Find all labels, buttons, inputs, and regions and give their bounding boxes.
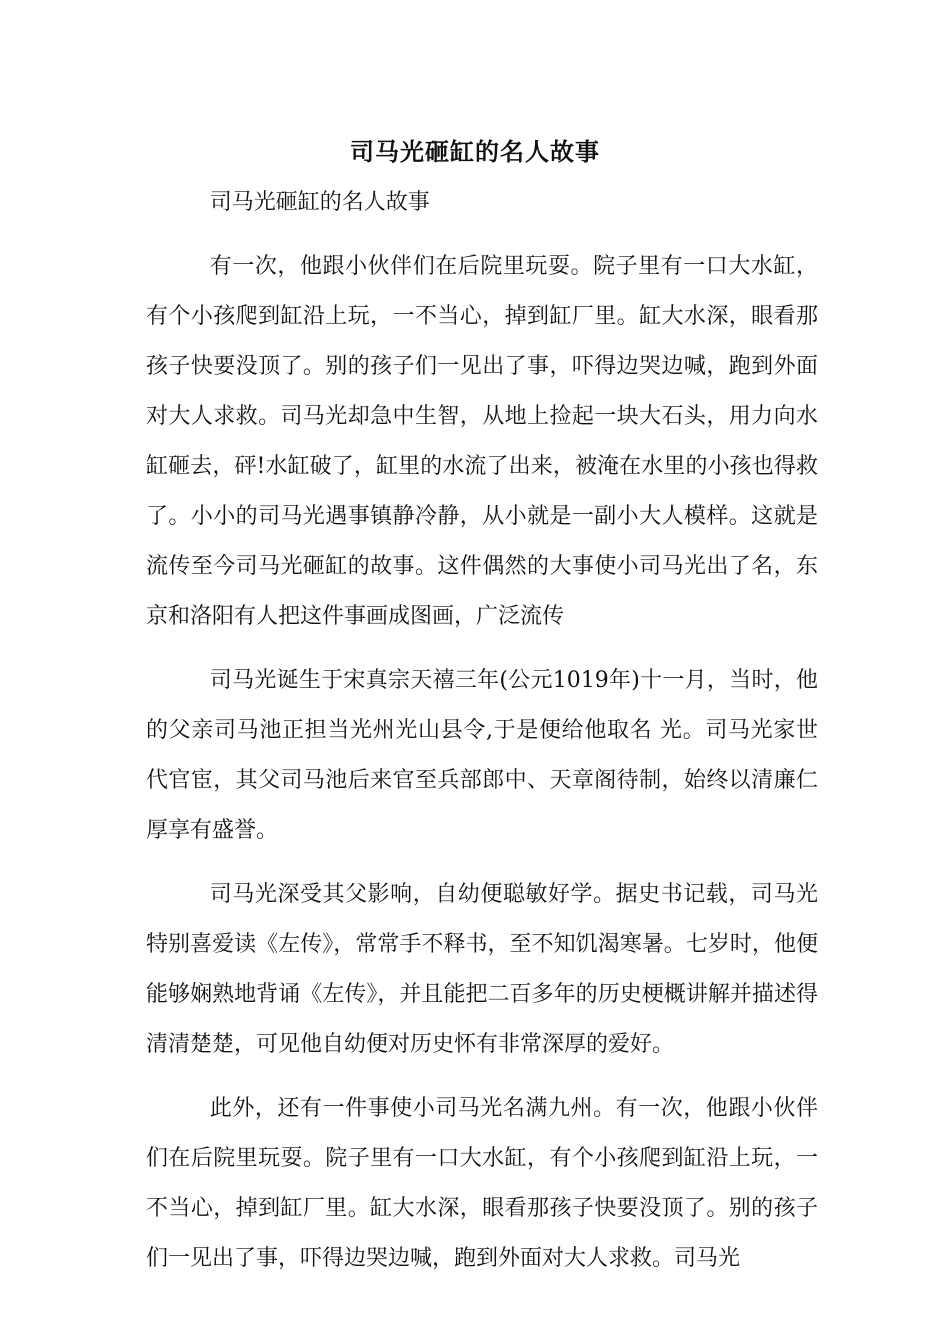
document-subtitle: 司马光砸缸的名人故事 bbox=[209, 190, 430, 215]
document-title: 司马光砸缸的名人故事 bbox=[350, 137, 600, 166]
paragraph-3: 司马光深受其父影响，自幼便聪敏好学。据史书记载，司马光特别喜爱读《左传》，常常手不释书，至不知饥渴寒暑。七岁时，他便能够娴熟地背诵《左传》，并且能把二百多年的历史梗概讲解并描述得清清楚楚，可见他自幼便对历史怀有非常深厚的爱好。 bbox=[146, 882, 818, 1057]
document-body bbox=[146, 178, 818, 1298]
paragraph-1: 有一次，他跟小伙伴们在后院里玩耍。院子里有一口大水缸，有个小孩爬到缸沿上玩，一不当心，掉到缸厂里。缸大水深，眼看那孩子快要没顶了。别的孩子们一见出了事，吓得边哭边喊，跑到外面对大人求救。司马光却急中生智，从地上捡起一块大石头，用力向水缸砸去，砰!水缸破了，缸里的水流了出来，被淹在水里的小孩也得救了。小小的司马光遇事镇静冷静，从小就是一副小大人模样。这就是流传至今司马光砸缸的故事。这件偶然的大事使小司马光出了名，东京和洛阳有人把这件事画成图画，广泛流传 bbox=[146, 254, 818, 629]
paragraph-4: 此外，还有一件事使小司马光名满九州。有一次，他跟小伙伴们在后院里玩耍。院子里有一口大水缸，有个小孩爬到缸沿上玩，一不当心，掉到缸厂里。缸大水深，眼看那孩子快要没顶了。别的孩子们一见出了事，吓得边哭边喊，跑到外面对大人求救。司马光 bbox=[146, 1096, 818, 1271]
paragraph-2: 司马光诞生于宋真宗天禧三年(公元1019年)十一月，当时，他的父亲司马池正担当光州光山县令,于是便给他取名 光。司马光家世代官宦，其父司马池后来官至兵部郎中、天章阁待制，始终以清廉仁厚享有盛誉。 bbox=[146, 668, 818, 843]
